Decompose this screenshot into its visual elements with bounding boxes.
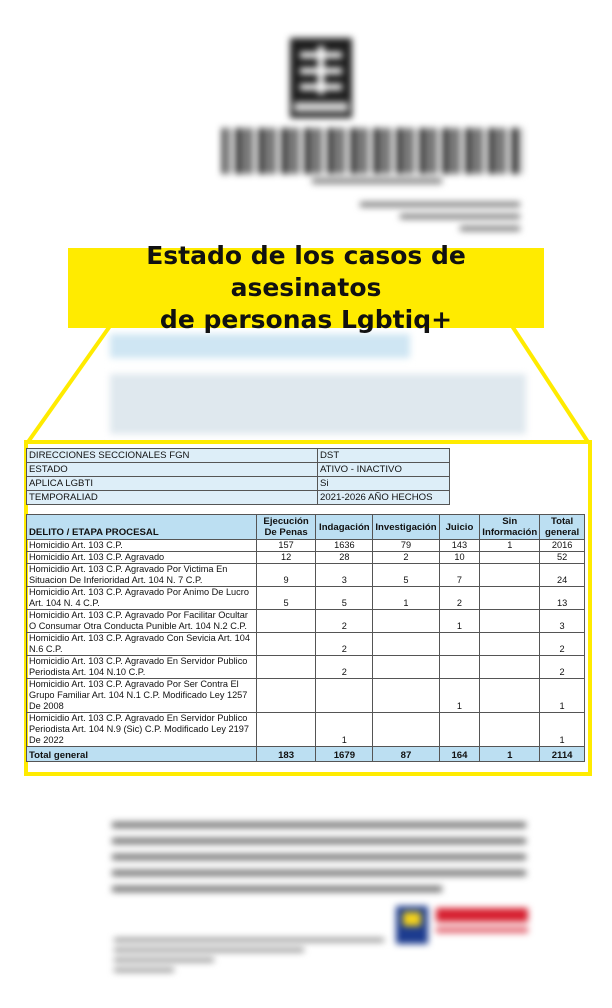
footer-paragraph-line — [112, 886, 442, 892]
row-cell: 12 — [256, 552, 316, 564]
info-label: TEMPORALIAD — [27, 491, 318, 505]
row-cell: 1 — [316, 713, 373, 747]
row-label: Homicidio Art. 103 C.P. Agravado Con Sevicia Art. 104 N.6 C.P. — [27, 633, 257, 656]
row-cell: 5 — [256, 587, 316, 610]
blurred-table-preview — [110, 334, 410, 358]
total-cell: 87 — [373, 747, 439, 762]
cases-table — [26, 514, 585, 762]
row-cell — [480, 552, 540, 564]
row-cell — [316, 679, 373, 713]
row-cell: 2 — [373, 552, 439, 564]
barcode-number — [312, 178, 442, 184]
reference-line — [400, 214, 520, 219]
total-cell: 1679 — [316, 747, 373, 762]
row-cell: 24 — [540, 564, 585, 587]
row-cell — [480, 679, 540, 713]
row-cell: 1 — [439, 679, 480, 713]
footer-brand-mark — [436, 908, 528, 922]
row-cell — [256, 679, 316, 713]
blurred-table-preview — [110, 374, 526, 434]
row-cell: 2 — [316, 656, 373, 679]
row-cell — [256, 656, 316, 679]
footer-fine-print — [114, 958, 214, 962]
row-cell: 3 — [316, 564, 373, 587]
total-label: Total general — [27, 747, 257, 762]
row-cell — [480, 564, 540, 587]
column-header: Total general — [540, 515, 585, 540]
footer-fine-print — [114, 938, 384, 942]
info-row — [27, 491, 450, 505]
row-cell: 1 — [373, 587, 439, 610]
column-header: Juicio — [439, 515, 480, 540]
table-row — [27, 713, 585, 747]
info-row — [27, 463, 450, 477]
info-label: DIRECCIONES SECCIONALES FGN — [27, 449, 318, 463]
row-cell — [480, 587, 540, 610]
info-row — [27, 449, 450, 463]
title-line-1: Estado de los casos de asesinatos — [146, 241, 466, 302]
column-header: DELITO / ETAPA PROCESAL — [27, 515, 257, 540]
row-cell: 3 — [540, 610, 585, 633]
column-header: Ejecución De Penas — [256, 515, 316, 540]
total-cell: 183 — [256, 747, 316, 762]
info-value: ATIVO - INACTIVO — [318, 463, 450, 477]
row-cell — [480, 656, 540, 679]
table-row — [27, 656, 585, 679]
column-header: Indagación — [316, 515, 373, 540]
row-cell — [439, 656, 480, 679]
footer-paragraph-line — [112, 822, 526, 828]
table-row — [27, 552, 585, 564]
row-cell: 157 — [256, 540, 316, 552]
total-cell: 2114 — [540, 747, 585, 762]
row-cell: 79 — [373, 540, 439, 552]
table-row — [27, 633, 585, 656]
column-header: Investigación — [373, 515, 439, 540]
row-label: Homicidio Art. 103 C.P. Agravado En Servidor Publico Periodista Art. 104 N.10 C.P. — [27, 656, 257, 679]
title-banner — [68, 241, 544, 334]
footer-paragraph-line — [112, 854, 526, 860]
table-header-row — [27, 515, 585, 540]
row-cell: 2 — [540, 633, 585, 656]
row-cell — [256, 713, 316, 747]
footer-fine-print — [114, 948, 304, 952]
page-title — [72, 240, 540, 336]
row-cell: 5 — [316, 587, 373, 610]
row-cell: 7 — [439, 564, 480, 587]
row-cell: 1 — [540, 679, 585, 713]
row-cell: 2 — [316, 610, 373, 633]
footer-paragraph-line — [112, 838, 526, 844]
table-row — [27, 587, 585, 610]
info-row — [27, 477, 450, 491]
row-label: Homicidio Art. 103 C.P. — [27, 540, 257, 552]
row-cell — [373, 656, 439, 679]
footer-logo-icon — [403, 912, 421, 926]
row-label: Homicidio Art. 103 C.P. Agravado — [27, 552, 257, 564]
footer-paragraph-line — [112, 870, 526, 876]
row-cell — [373, 610, 439, 633]
row-cell — [373, 713, 439, 747]
total-row — [27, 747, 585, 762]
reference-line — [360, 202, 520, 207]
connector-left — [28, 326, 110, 442]
row-label: Homicidio Art. 103 C.P. Agravado Por Facilitar Ocultar O Consumar Otra Conducta Punible Art. 104 N.2 C.P. — [27, 610, 257, 633]
row-cell: 2 — [316, 633, 373, 656]
table-row — [27, 610, 585, 633]
info-label: APLICA LGBTI — [27, 477, 318, 491]
row-cell — [480, 610, 540, 633]
row-cell: 2 — [439, 587, 480, 610]
row-label: Homicidio Art. 103 C.P. Agravado Por Animo De Lucro Art. 104 N. 4 C.P. — [27, 587, 257, 610]
info-value: Si — [318, 477, 450, 491]
filter-info-table — [26, 448, 450, 505]
table-row — [27, 564, 585, 587]
row-cell — [439, 713, 480, 747]
row-cell: 1636 — [316, 540, 373, 552]
footer-brand-mark — [436, 927, 528, 933]
column-header: Sin Información — [480, 515, 540, 540]
row-cell: 1 — [480, 540, 540, 552]
row-cell: 143 — [439, 540, 480, 552]
row-cell — [480, 633, 540, 656]
title-line-2: de personas Lgbtiq+ — [159, 305, 453, 334]
institution-logo — [290, 38, 352, 118]
info-label: ESTADO — [27, 463, 318, 477]
row-label: Homicidio Art. 103 C.P. Agravado Por Victima En Situacion De Inferioridad Art. 104 N. 7 C.P. — [27, 564, 257, 587]
row-cell: 5 — [373, 564, 439, 587]
row-cell: 52 — [540, 552, 585, 564]
table-row — [27, 679, 585, 713]
barcode — [222, 128, 522, 174]
total-cell: 1 — [480, 747, 540, 762]
reference-line — [460, 226, 520, 231]
row-cell: 10 — [439, 552, 480, 564]
row-cell — [439, 633, 480, 656]
row-cell: 1 — [540, 713, 585, 747]
row-cell — [480, 713, 540, 747]
row-cell: 28 — [316, 552, 373, 564]
row-cell: 2016 — [540, 540, 585, 552]
row-cell — [373, 633, 439, 656]
total-cell: 164 — [439, 747, 480, 762]
row-cell: 2 — [540, 656, 585, 679]
row-cell: 1 — [439, 610, 480, 633]
table-row — [27, 540, 585, 552]
info-value: DST — [318, 449, 450, 463]
row-label: Homicidio Art. 103 C.P. Agravado En Servidor Publico Periodista Art. 104 N.9 (Sic) C.P. Modificado Ley 2197 De 2022 — [27, 713, 257, 747]
row-cell: 9 — [256, 564, 316, 587]
row-label: Homicidio Art. 103 C.P. Agravado Por Ser Contra El Grupo Familiar Art. 104 N.1 C.P. Modificado Ley 1257 De 2008 — [27, 679, 257, 713]
row-cell: 13 — [540, 587, 585, 610]
row-cell — [373, 679, 439, 713]
row-cell — [256, 633, 316, 656]
row-cell — [256, 610, 316, 633]
footer-fine-print — [114, 968, 174, 972]
info-value: 2021-2026 AÑO HECHOS — [318, 491, 450, 505]
